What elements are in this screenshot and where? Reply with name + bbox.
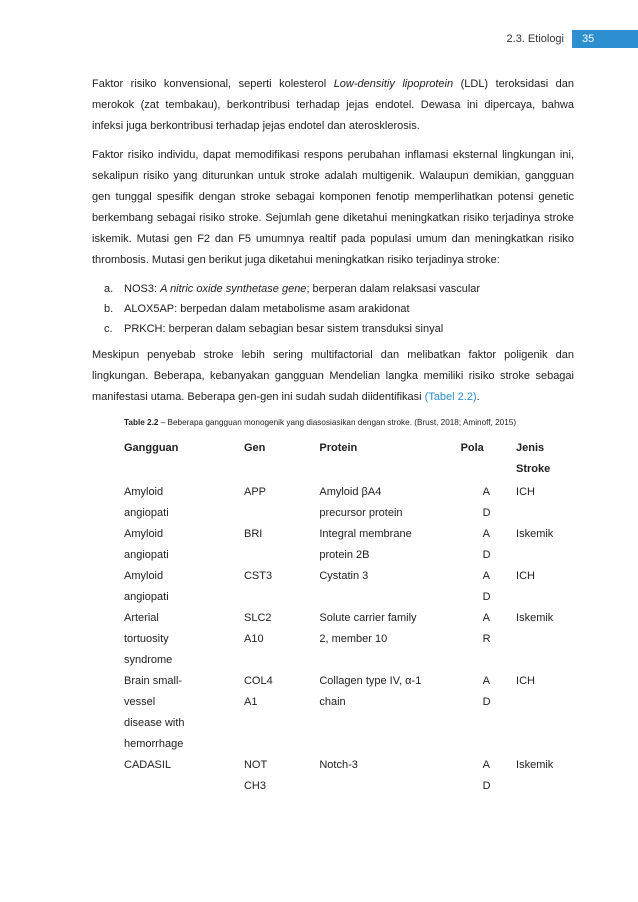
cell-pola [461, 671, 516, 755]
table-header-row [124, 438, 574, 482]
list-item [92, 299, 574, 319]
cell-gen-line: APP [243, 486, 266, 498]
cell-gangguan-line: tortuosity [124, 633, 169, 645]
cell-gen-line: A10 [243, 633, 264, 645]
paragraph-3-text: Meskipun penyebab stroke lebih sering multifactorial dan melibatkan faktor poligenik dan lingkungan. Beberapa, kebanyakan gangguan Mendelian langka memiliki risiko stroke sebagai manifestasi utama. Beberapa gen-gen ini sudah sudah diidentifikasi [92, 349, 574, 403]
header-gen: Gen [243, 442, 266, 454]
cell-gangguan-line: vessel [124, 696, 156, 708]
list-item-italic: A nitric oxide synthetase gene [160, 283, 307, 295]
cell-pola-line: A [482, 612, 490, 624]
header-jenis-stroke: Jenis Stroke [516, 442, 551, 475]
cell-gangguan-line: Brain small- [124, 675, 183, 687]
table-caption [124, 416, 574, 430]
cell-gangguan [124, 566, 244, 608]
header-gangguan: Gangguan [124, 442, 179, 454]
table-row [124, 755, 574, 797]
list-item-text [124, 299, 410, 319]
cell-protein-line: Amyloid βA4 [319, 486, 382, 498]
cell-gen [244, 524, 319, 566]
cell-pola [461, 755, 516, 797]
list-item-text-a: ALOX5AP: berpedan dalam metabolisme asam arakidonat [124, 303, 410, 315]
cell-jenis-stroke: ICH [516, 675, 535, 687]
table-row [124, 671, 574, 755]
cell-gangguan-line: Amyloid [124, 528, 164, 540]
cell-gen [244, 566, 319, 608]
list-marker: a. [104, 283, 114, 295]
cell-gangguan-line: syndrome [124, 654, 173, 666]
cell-protein [319, 608, 460, 671]
cell-gangguan [124, 524, 244, 566]
cell-gen-line: CH3 [243, 780, 266, 792]
cell-protein [319, 524, 460, 566]
cell-gen [244, 608, 319, 671]
cell-pola-line: A [482, 675, 490, 687]
cell-gangguan-line: Amyloid [124, 570, 164, 582]
table-caption-label: Table 2.2 [124, 418, 159, 427]
cell-gen-line: A1 [243, 696, 258, 708]
cell-protein-line: Collagen type IV, α-1 [319, 675, 422, 687]
cell-protein-line: Cystatin 3 [319, 570, 369, 582]
list-item-text [124, 319, 443, 339]
page-header [507, 30, 638, 48]
cell-protein [319, 755, 460, 797]
cell-protein-line: 2, member 10 [319, 633, 388, 645]
cell-pola-line: A [482, 528, 490, 540]
cell-gangguan-line: angiopati [124, 507, 169, 519]
cell-gen [244, 482, 319, 524]
cell-gen [244, 755, 319, 797]
table-row [124, 524, 574, 566]
monogenic-disorders-table [124, 438, 574, 797]
cell-pola-line: R [482, 633, 491, 645]
table-row [124, 608, 574, 671]
cell-jenis-stroke: ICH [516, 570, 535, 582]
paragraph-1-text-a: Faktor risiko konvensional, seperti kolesterol [92, 78, 334, 90]
cell-pola [461, 566, 516, 608]
table-reference-link[interactable]: (Tabel 2.2) [424, 391, 477, 403]
cell-jenis-stroke: Iskemik [516, 759, 554, 771]
cell-pola-line: A [482, 759, 490, 771]
list-item [92, 319, 574, 339]
table-row [124, 482, 574, 524]
cell-pola-line: D [482, 549, 491, 561]
cell-protein-line: precursor protein [319, 507, 403, 519]
list-item-text-a: NOS3: [124, 283, 161, 295]
page-content [92, 74, 574, 797]
list-item-text-b: ; berperan dalam relaksasi vascular [306, 283, 481, 295]
cell-protein [319, 482, 460, 524]
gene-list [92, 279, 574, 339]
list-marker: c. [104, 323, 113, 335]
cell-pola-line: D [482, 591, 491, 603]
cell-gangguan-line: angiopati [124, 591, 169, 603]
list-marker: b. [104, 303, 114, 315]
paragraph-3 [92, 345, 574, 408]
paragraph-3-end: . [476, 391, 480, 403]
cell-protein-line: protein 2B [319, 549, 370, 561]
chapter-title: 2.3. Etiologi [506, 33, 564, 45]
cell-pola-line: D [482, 696, 491, 708]
paragraph-1-italic: Low-densitiy lipoprotein [333, 78, 454, 90]
cell-pola-line: A [482, 486, 490, 498]
cell-protein [319, 566, 460, 608]
cell-gangguan-line: Arterial [124, 612, 159, 624]
cell-gen-line: COL4 [243, 675, 273, 687]
cell-gangguan-line: hemorrhage [124, 738, 184, 750]
table-body [124, 482, 574, 797]
cell-gangguan-line: angiopati [124, 549, 169, 561]
header-pola: Pola [460, 442, 484, 454]
cell-gangguan [124, 608, 244, 671]
cell-protein-line: Integral membrane [319, 528, 412, 540]
cell-gangguan [124, 482, 244, 524]
cell-gen-line: BRI [243, 528, 263, 540]
cell-pola [461, 524, 516, 566]
cell-pola [461, 482, 516, 524]
list-item [92, 279, 574, 299]
cell-gangguan-line: CADASIL [124, 759, 172, 771]
cell-gangguan-line: Amyloid [124, 486, 164, 498]
cell-gen-line: SLC2 [243, 612, 272, 624]
cell-gangguan [124, 755, 244, 797]
cell-gen-line: CST3 [243, 570, 273, 582]
paragraph-1 [92, 74, 574, 137]
cell-gangguan-line: disease with [124, 717, 185, 729]
header-protein: Protein [319, 442, 358, 454]
cell-gen-line: NOT [243, 759, 268, 771]
cell-jenis-stroke: Iskemik [516, 612, 554, 624]
cell-pola-line: D [482, 780, 491, 792]
cell-jenis-stroke: ICH [516, 486, 535, 498]
list-item-text-a: PRKCH: berperan dalam sebagian besar sistem transduksi sinyal [124, 323, 444, 335]
cell-protein-line: Solute carrier family [319, 612, 417, 624]
cell-protein [319, 671, 460, 755]
table-caption-text: – Beberapa gangguan monogenik yang diasosiasikan dengan stroke. (Brust, 2018; Aminoff, 2015) [158, 418, 517, 427]
list-item-text [124, 279, 480, 299]
cell-jenis-stroke: Iskemik [516, 528, 554, 540]
table-row [124, 566, 574, 608]
cell-protein-line: chain [319, 696, 346, 708]
paragraph-1-text-b: (LDL) teroksidasi dan merokok (zat tembakau), berkontribusi terhadap jejas endotel. Dewasa ini dipercaya, bahwa infeksi juga berkontribusi terhadap jejas endotel dan aterosklerosis. [92, 78, 575, 132]
cell-protein-line: Notch-3 [319, 759, 358, 771]
cell-gangguan [124, 671, 244, 755]
cell-gen [244, 671, 319, 755]
cell-pola-line: D [482, 507, 491, 519]
cell-pola [461, 608, 516, 671]
page-number: 35 [572, 30, 638, 48]
paragraph-2: Faktor risiko individu, dapat memodifikasi respons perubahan inflamasi eksternal lingkungan ini, sekalipun risiko yang diturunkan untuk stroke adalah multigenik. Walaupun demikian, gangguan gen tunggal spesifik dengan stroke sebagai komponen fenotip memperlihatkan potensi genetic berkembang sebagai risiko stroke. Sejumlah gene diketahui meningkatkan risiko terjadinya stroke iskemik. Mutasi gen F2 dan F5 umumnya realtif pada populasi umum dan meningkatkan risiko thrombosis. Mutasi gen berikut juga diketahui meningkatkan risiko terjadinya stroke: [92, 149, 574, 266]
cell-pola-line: A [482, 570, 490, 582]
